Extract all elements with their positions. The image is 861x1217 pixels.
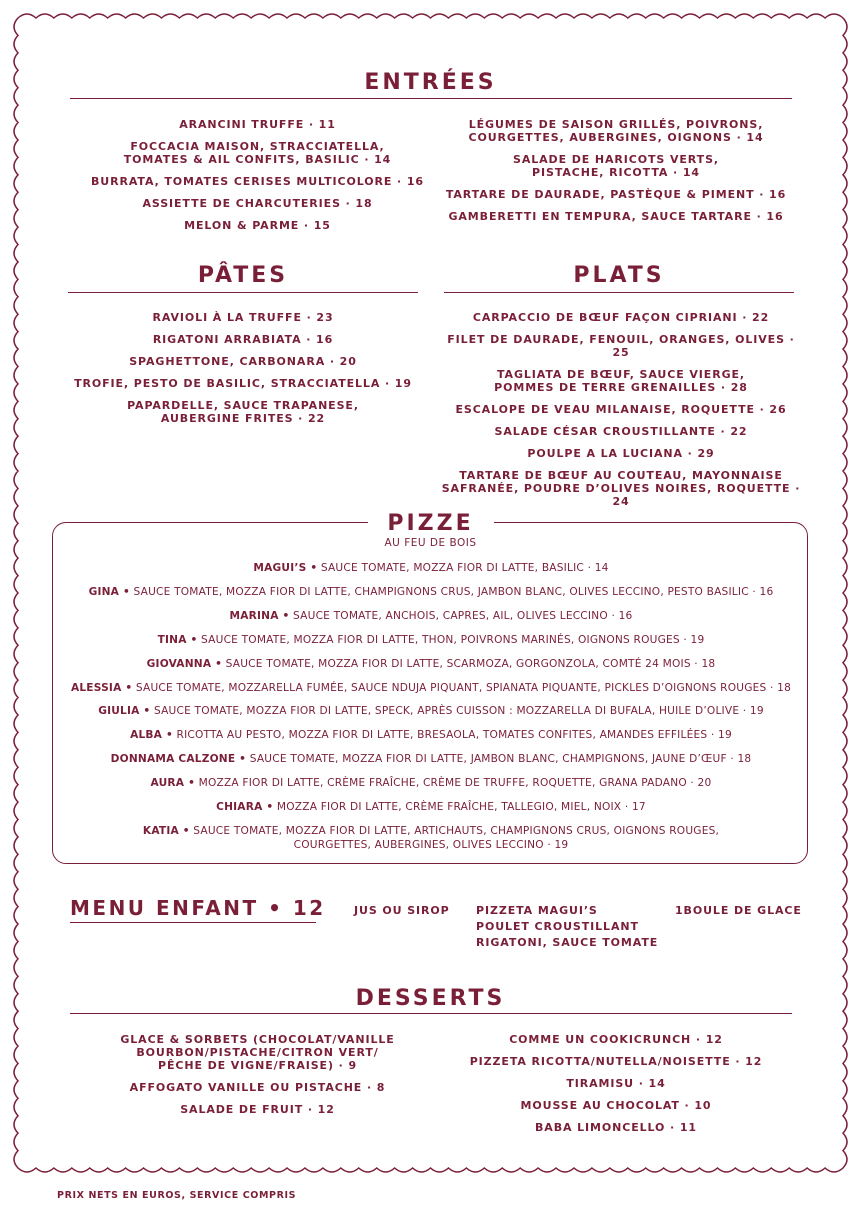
menu-item: FOCCACIA MAISON, STRACCIATELLA, TOMATES & AIL CONFITS, BASILIC · 14	[123, 140, 392, 166]
pizza-item	[54, 728, 808, 742]
pizza-description: SAUCE TOMATE, MOZZA FIOR DI LATTE, SPECK, APRÈS CUISSON : MOZZARELLA DI BUFALA, HUILE D’OLIVE · 19	[150, 705, 764, 718]
desserts-rule	[70, 1013, 792, 1014]
pizza-item	[54, 657, 808, 671]
entrees-right-list	[430, 118, 802, 232]
pizza-name: GIULIA •	[98, 705, 151, 718]
menu-item: AFFOGATO VANILLE OU PISTACHE · 8	[129, 1081, 386, 1094]
entrees-heading: ENTRÉES	[364, 70, 497, 95]
menu-item: RIGATONI ARRABIATA · 16	[152, 333, 334, 346]
enfant-rule	[70, 922, 316, 923]
pizza-item	[54, 585, 808, 599]
pizza-item	[54, 776, 808, 790]
desserts-heading: DESSERTS	[355, 986, 506, 1011]
menu-item: ASSIETTE DE CHARCUTERIES · 18	[142, 197, 373, 210]
pizza-description: RICOTTA AU PESTO, MOZZA FIOR DI LATTE, BRESAOLA, TOMATES CONFITES, AMANDES EFFILÉES · 19	[172, 729, 732, 742]
menu-item: SPAGHETTONE, CARBONARA · 20	[129, 355, 357, 368]
pizze-subtitle: AU FEU DE BOIS	[384, 537, 477, 549]
pizza-name: GINA •	[88, 585, 130, 598]
pizza-item	[54, 824, 808, 852]
menu-item: SALADE DE HARICOTS VERTS, PISTACHE, RICOTTA · 14	[513, 153, 719, 179]
menu-item: PIZZETA RICOTTA/NUTELLA/NOISETTE · 12	[469, 1055, 763, 1068]
menu-item: POULPE A LA LUCIANA · 29	[527, 447, 715, 460]
desserts-left-list	[70, 1033, 445, 1125]
pizza-description: MOZZA FIOR DI LATTE, CRÈME FRAÎCHE, TALLEGIO, MIEL, NOIX · 17	[273, 801, 646, 813]
pizza-description-cont: COURGETTES, AUBERGINES, OLIVES LECCINO · 19	[293, 838, 569, 851]
pizza-name: MAGUI’S •	[253, 562, 318, 574]
menu-item: BABA LIMONCELLO · 11	[535, 1121, 697, 1134]
menu-item: PAPARDELLE, SAUCE TRAPANESE, AUBERGINE FRITES · 22	[127, 399, 359, 425]
enfant-heading: MENU ENFANT • 12	[70, 896, 326, 920]
pizza-description: SAUCE TOMATE, MOZZARELLA FUMÉE, SAUCE NDUJA PIQUANT, SPIANATA PIQUANTE, PICKLES D’OIGNONS ROUGES · 18	[132, 681, 792, 694]
plats-list	[440, 311, 802, 517]
pizza-name: ALESSIA •	[70, 681, 133, 694]
pizza-name: TINA •	[157, 633, 198, 646]
pizza-item	[54, 633, 808, 647]
plats-rule	[444, 292, 794, 293]
pizza-description: SAUCE TOMATE, MOZZA FIOR DI LATTE, ARTICHAUTS, CHAMPIGNONS CRUS, OIGNONS ROUGES,	[189, 824, 720, 837]
enfant-main-item: POULET CROUSTILLANT	[476, 920, 639, 933]
pizza-name: KATIA •	[142, 824, 190, 837]
pizza-description: SAUCE TOMATE, MOZZA FIOR DI LATTE, JAMBON BLANC, CHAMPIGNONS, JAUNE D’ŒUF · 18	[246, 753, 752, 766]
plats-heading: PLATS	[573, 263, 665, 288]
menu-item: BURRATA, TOMATES CERISES MULTICOLORE · 16	[91, 175, 424, 188]
pizza-item	[54, 609, 808, 623]
enfant-main-item: PIZZETA MAGUI’S	[476, 904, 598, 917]
pizza-name: DONNAMA CALZONE •	[110, 753, 247, 766]
entrees-left-list	[70, 118, 445, 241]
menu-item: RAVIOLI À LA TRUFFE · 23	[152, 311, 334, 324]
pizza-item	[54, 704, 808, 718]
menu-item: TIRAMISU · 14	[566, 1077, 666, 1090]
menu-item: GAMBERETTI EN TEMPURA, SAUCE TARTARE · 16	[448, 210, 784, 223]
pizza-name: CHIARA •	[216, 801, 274, 813]
desserts-right-list	[430, 1033, 802, 1143]
menu-item: ESCALOPE DE VEAU MILANAISE, ROQUETTE · 26	[455, 403, 787, 416]
enfant-main-item: RIGATONI, SAUCE TOMATE	[476, 936, 659, 949]
pizza-item	[54, 752, 808, 766]
menu-item: TARTARE DE BŒUF AU COUTEAU, MAYONNAISE SAFRANÉE, POUDRE D’OLIVES NOIRES, ROQUETTE · 24	[441, 469, 801, 508]
pizza-item	[54, 800, 808, 814]
pizza-item	[54, 681, 808, 695]
menu-item: SALADE CÉSAR CROUSTILLANTE · 22	[494, 425, 748, 438]
pizza-description: SAUCE TOMATE, MOZZA FIOR DI LATTE, THON, POIVRONS MARINÉS, OIGNONS ROUGES · 19	[197, 633, 705, 646]
menu-item: TROFIE, PESTO DE BASILIC, STRACCIATELLA · 19	[74, 377, 412, 390]
menu-item: LÉGUMES DE SAISON GRILLÉS, POIVRONS, COURGETTES, AUBERGINES, OIGNONS · 14	[468, 118, 764, 144]
enfant-dessert: 1BOULE DE GLACE	[675, 904, 802, 917]
pizza-name: ALBA •	[130, 729, 173, 742]
enfant-drink: JUS OU SIROP	[354, 904, 450, 917]
pizza-name: GIOVANNA •	[146, 657, 223, 670]
pizze-heading: PIZZE	[387, 511, 474, 536]
menu-item: CARPACCIO DE BŒUF FAÇON CIPRIANI · 22	[472, 311, 770, 324]
entrees-rule	[70, 98, 792, 99]
menu-item: TARTARE DE DAURADE, PASTÈQUE & PIMENT · 16	[445, 188, 787, 201]
menu-item: GLACE & SORBETS (CHOCOLAT/VANILLE BOURBON/PISTACHE/CITRON VERT/ PÊCHE DE VIGNE/FRAISE) · 9	[120, 1033, 395, 1072]
pates-list	[68, 311, 418, 434]
menu-item: MELON & PARME · 15	[184, 219, 331, 232]
pates-heading: PÂTES	[197, 263, 289, 288]
pizza-description: SAUCE TOMATE, MOZZA FIOR DI LATTE, BASILIC · 14	[317, 562, 609, 574]
enfant-mains-list	[476, 903, 658, 951]
pates-rule	[68, 292, 418, 293]
menu-item: FILET DE DAURADE, FENOUIL, ORANGES, OLIVES · 25	[447, 333, 795, 359]
menu-item: COMME UN COOKICRUNCH · 12	[509, 1033, 723, 1046]
pizza-name: MARINA •	[229, 609, 290, 622]
menu-item: MOUSSE AU CHOCOLAT · 10	[520, 1099, 712, 1112]
menu-item: TAGLIATA DE BŒUF, SAUCE VIERGE, POMMES DE TERRE GRENAILLES · 28	[494, 368, 748, 394]
pizza-description: MOZZA FIOR DI LATTE, CRÈME FRAÎCHE, CRÈME DE TRUFFE, ROQUETTE, GRANA PADANO · 20	[195, 777, 712, 790]
pizza-description: SAUCE TOMATE, MOZZA FIOR DI LATTE, SCARMOZA, GORGONZOLA, COMTÉ 24 MOIS · 18	[222, 657, 716, 670]
pizza-name: AURA •	[150, 777, 196, 790]
pizza-item	[54, 561, 808, 575]
menu-item: ARANCINI TRUFFE · 11	[179, 118, 336, 131]
pizza-description: SAUCE TOMATE, MOZZA FIOR DI LATTE, CHAMPIGNONS CRUS, JAMBON BLANC, OLIVES LECCINO, PESTO BASILIC · 16	[129, 585, 774, 598]
footer-note: PRIX NETS EN EUROS, SERVICE COMPRIS	[57, 1190, 297, 1201]
pizza-description: SAUCE TOMATE, ANCHOIS, CAPRES, AIL, OLIVES LECCINO · 16	[289, 609, 633, 622]
menu-item: SALADE DE FRUIT · 12	[180, 1103, 335, 1116]
